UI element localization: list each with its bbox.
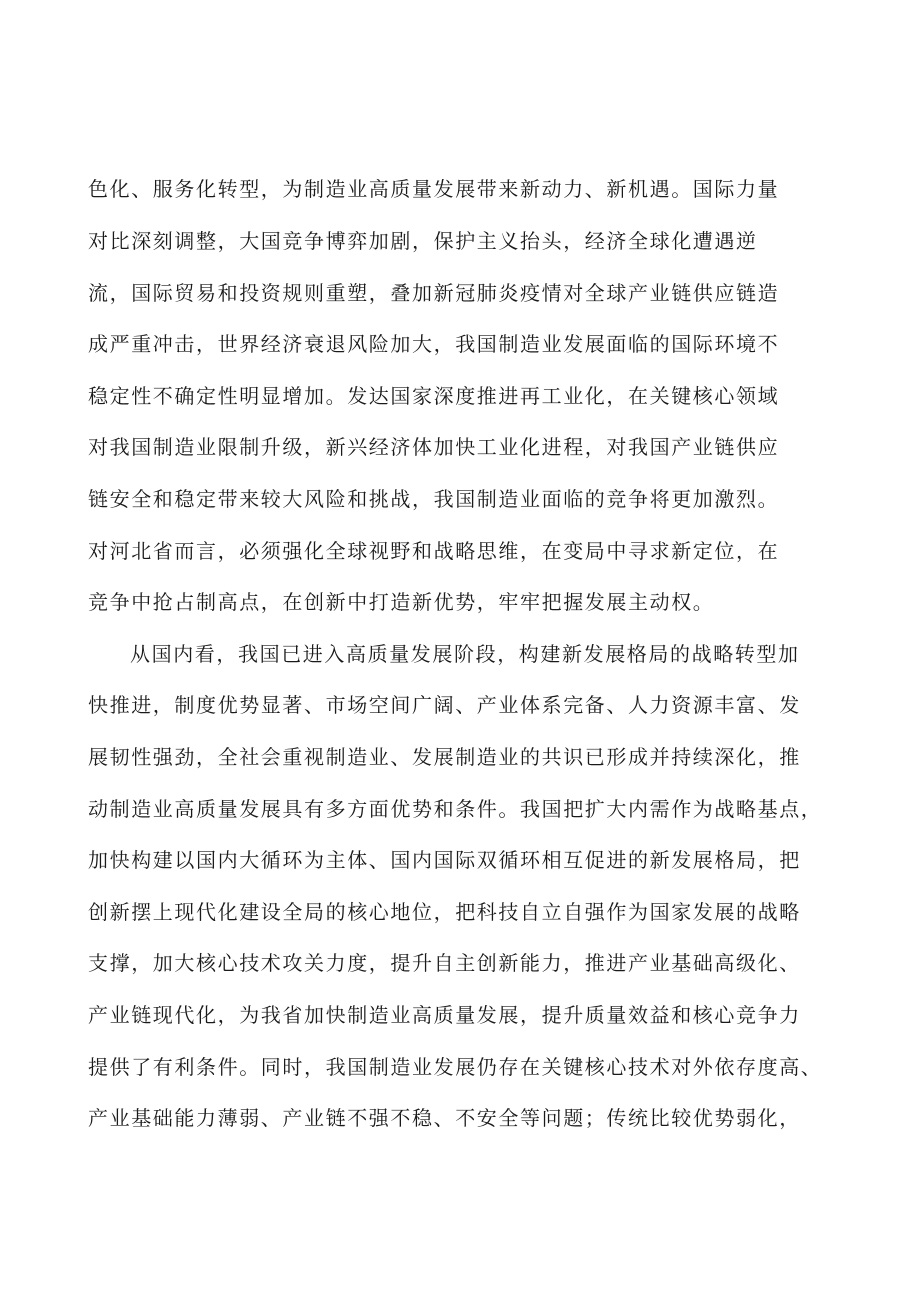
paragraph-2-line-10: 产业基础能力薄弱、产业链不强不稳、不安全等问题；传统比较优势弱化， [88, 1106, 801, 1130]
paragraph-1-line-4: 成严重冲击，世界经济衰退风险加大，我国制造业发展面临的国际环境不 [88, 332, 780, 356]
paragraph-2-line-6: 创新摆上现代化建设全局的核心地位，把科技自立自强作为国家发展的战略 [88, 900, 801, 924]
paragraph-2-line-5: 加快构建以国内大循环为主体、国内国际双循环相互促进的新发展格局，把 [88, 848, 801, 872]
paragraph-2-line-8: 产业链现代化，为我省加快制造业高质量发展，提升质量效益和核心竞争力 [88, 1003, 801, 1027]
paragraph-1-line-3: 流，国际贸易和投资规则重塑，叠加新冠肺炎疫情对全球产业链供应链造 [88, 281, 780, 305]
paragraph-1-line-1: 色化、服务化转型，为制造业高质量发展带来新动力、新机遇。国际力量 [88, 177, 780, 201]
paragraph-2-line-4: 动制造业高质量发展具有多方面优势和条件。我国把扩大内需作为战略基点， [88, 797, 823, 821]
paragraph-2-line-7: 支撑，加大核心技术攻关力度，提升自主创新能力，推进产业基础高级化、 [88, 951, 801, 975]
paragraph-2-line-9: 提供了有利条件。同时，我国制造业发展仍存在关键核心技术对外依存度高、 [88, 1055, 823, 1079]
paragraph-2-line-3: 展韧性强劲，全社会重视制造业、发展制造业的共识已形成并持续深化，推 [88, 745, 801, 769]
paragraph-1-line-8: 对河北省而言，必须强化全球视野和战略思维，在变局中寻求新定位，在 [88, 539, 780, 563]
paragraph-1-line-2: 对比深刻调整，大国竞争博弈加剧，保护主义抬头，经济全球化遭遇逆 [88, 229, 758, 253]
paragraph-1-line-5: 稳定性不确定性明显增加。发达国家深度推进再工业化，在关键核心领域 [88, 384, 780, 408]
paragraph-1-line-7: 链安全和稳定带来较大风险和挑战，我国制造业面临的竞争将更加激烈。 [88, 487, 780, 511]
paragraph-2-line-1: 从国内看，我国已进入高质量发展阶段，构建新发展格局的战略转型加 [130, 642, 800, 666]
paragraph-1-line-6: 对我国制造业限制升级，新兴经济体加快工业化进程，对我国产业链供应 [88, 435, 780, 459]
paragraph-2-line-2: 快推进，制度优势显著、市场空间广阔、产业体系完备、人力资源丰富、发 [88, 693, 801, 717]
paragraph-1-line-9: 竞争中抢占制高点，在创新中打造新优势，牢牢把握发展主动权。 [88, 590, 715, 614]
